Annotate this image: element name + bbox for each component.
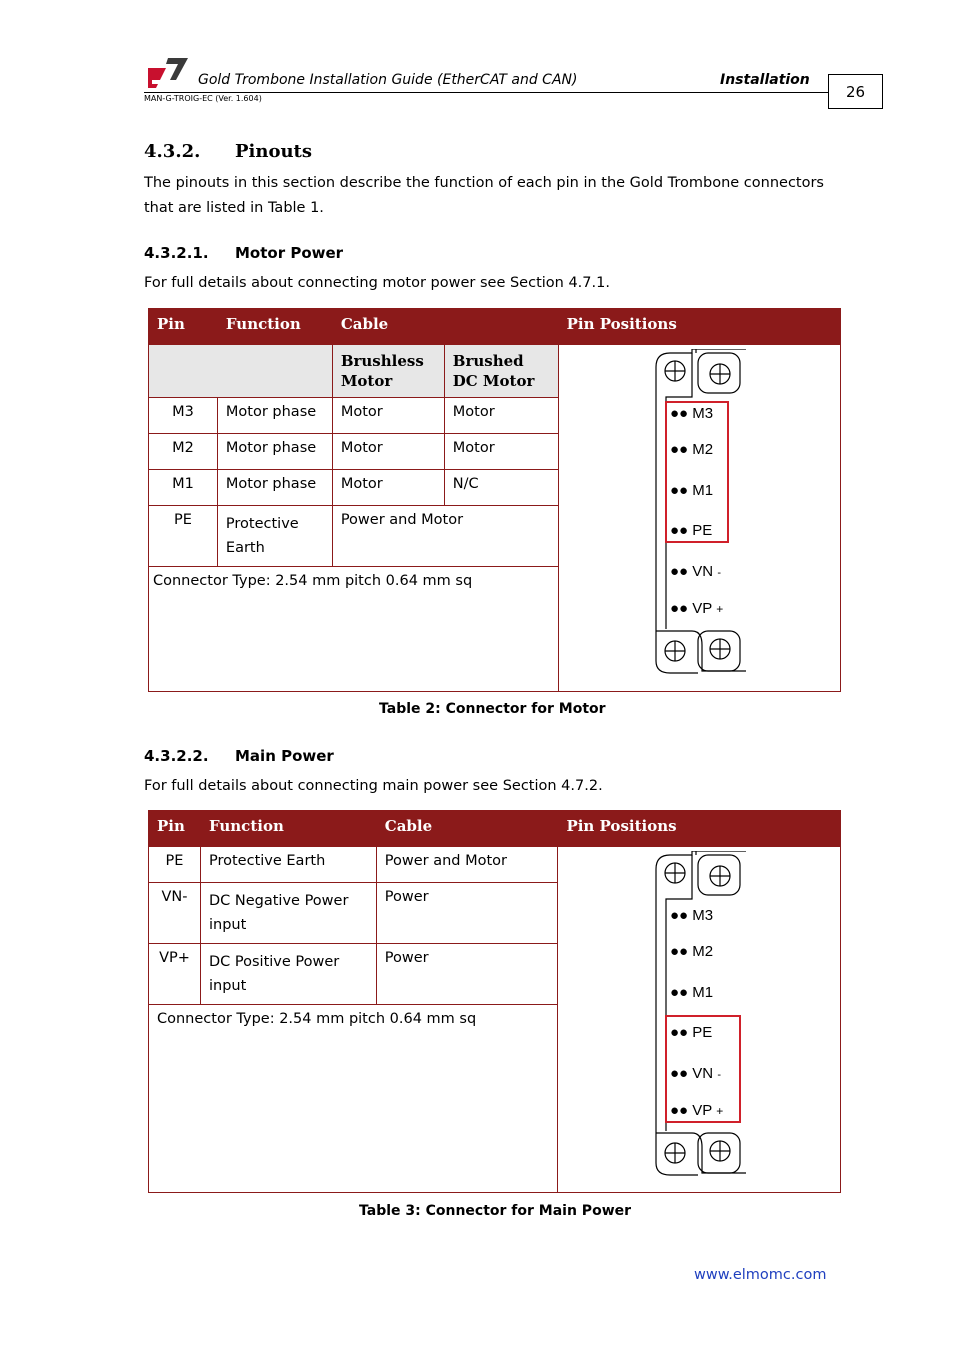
pin-sign: -: [717, 1069, 721, 1081]
footer-website-link[interactable]: www.elmomc.com: [694, 1267, 827, 1283]
motor-row-function: Protective Earth: [217, 506, 332, 567]
section-title: Pinouts: [235, 141, 313, 162]
motor-row-function: Motor phase: [217, 470, 332, 506]
main-row-function: DC Positive Power input: [200, 944, 376, 1005]
motor-header-function: Function: [217, 309, 332, 345]
header-rule: [144, 92, 828, 93]
motor-connector-type: Connector Type: 2.54 mm pitch 0.64 mm sq: [149, 567, 559, 692]
pin-label: PE: [692, 522, 713, 539]
main-header-pin-positions: Pin Positions: [558, 811, 841, 847]
pin-sign: +: [716, 1104, 724, 1118]
motor-connector-diagram: [652, 349, 752, 683]
pin-dot-icon: ●●: [670, 1065, 689, 1082]
main-intro: For full details about connecting main power see Section 4.7.2.: [144, 778, 603, 794]
pin-dot-icon: ●●: [670, 563, 689, 580]
pin-label: M1: [692, 482, 714, 499]
motor-section-title: Motor Power: [235, 244, 344, 262]
main-row-cable: Power and Motor: [376, 847, 558, 883]
pin-dot-icon: ●●: [670, 1024, 689, 1041]
pin-dot-icon: ●●: [670, 943, 689, 960]
pin-dot-icon: ●●: [670, 441, 689, 458]
pin-dot-icon: ●●: [670, 600, 689, 617]
main-row-pin: VP+: [149, 944, 201, 1005]
main-row-pin: PE: [149, 847, 201, 883]
motor-subheader-blank: [149, 345, 333, 398]
section-intro-line2: that are listed in Table 1.: [144, 200, 324, 216]
main-connector-svg: [652, 851, 752, 1181]
motor-row-function: Motor phase: [217, 434, 332, 470]
pin-label: VP: [692, 600, 713, 617]
page-number: 26: [828, 74, 883, 109]
company-logo: [148, 58, 190, 88]
main-row-function: DC Negative Power input: [200, 883, 376, 944]
motor-row-brushed: Motor: [444, 434, 558, 470]
pin-label: M2: [692, 441, 714, 458]
pin-label: VP: [692, 1102, 713, 1119]
main-row-function: Protective Earth: [200, 847, 376, 883]
section-intro-line1: The pinouts in this section describe the function of each pin in the Gold Trombone connectors: [144, 175, 824, 191]
pin-label: M1: [692, 984, 714, 1001]
motor-header-pin-positions: Pin Positions: [558, 309, 840, 345]
pin-sign: -: [717, 567, 721, 579]
motor-connector-svg: [652, 349, 752, 679]
motor-intro: For full details about connecting motor power see Section 4.7.1.: [144, 275, 610, 291]
motor-row-pin: M3: [149, 398, 218, 434]
header-section: Installation: [720, 72, 810, 88]
header-doc-id: MAN-G-TROIG-EC (Ver. 1.604): [144, 94, 262, 103]
motor-header-pin: Pin: [149, 309, 218, 345]
motor-subheader-brushless: Brushless Motor: [332, 345, 444, 398]
motor-section-number: 4.3.2.1.: [144, 244, 209, 262]
pin-sign: +: [716, 602, 724, 616]
main-header-cable: Cable: [376, 811, 558, 847]
motor-row-pin: M1: [149, 470, 218, 506]
motor-row-brushless: Motor: [332, 398, 444, 434]
motor-row-pin: PE: [149, 506, 218, 567]
main-header-pin: Pin: [149, 811, 201, 847]
pin-dot-icon: ●●: [670, 482, 689, 499]
pin-dot-icon: ●●: [670, 405, 689, 422]
main-section-title: Main Power: [235, 747, 334, 765]
pin-dot-icon: ●●: [670, 907, 689, 924]
main-row-cable: Power: [376, 883, 558, 944]
main-header-function: Function: [200, 811, 376, 847]
motor-row-brushed: N/C: [444, 470, 558, 506]
motor-subheader-brushed: Brushed DC Motor: [444, 345, 558, 398]
motor-row-cable: Power and Motor: [332, 506, 558, 567]
pin-dot-icon: ●●: [670, 984, 689, 1001]
motor-header-cable: Cable: [332, 309, 558, 345]
pin-label: VN: [692, 1065, 714, 1082]
motor-row-function: Motor phase: [217, 398, 332, 434]
motor-row-brushed: Motor: [444, 398, 558, 434]
motor-row-brushless: Motor: [332, 434, 444, 470]
pin-label: VN: [692, 563, 714, 580]
section-number: 4.3.2.: [144, 141, 201, 162]
pin-dot-icon: ●●: [670, 522, 689, 539]
pin-label: M3: [692, 405, 714, 422]
pin-label: M3: [692, 907, 714, 924]
header-title: Gold Trombone Installation Guide (EtherCAT and CAN): [198, 72, 578, 88]
main-row-cable: Power: [376, 944, 558, 1005]
pin-label: M2: [692, 943, 714, 960]
main-row-pin: VN-: [149, 883, 201, 944]
main-section-number: 4.3.2.2.: [144, 747, 209, 765]
motor-row-pin: M2: [149, 434, 218, 470]
motor-row-brushless: Motor: [332, 470, 444, 506]
main-connector-diagram: [652, 851, 752, 1185]
main-table-caption: Table 3: Connector for Main Power: [359, 1203, 632, 1219]
pin-label: PE: [692, 1024, 713, 1041]
pin-dot-icon: ●●: [670, 1102, 689, 1119]
main-connector-type: Connector Type: 2.54 mm pitch 0.64 mm sq: [149, 1005, 558, 1193]
motor-table-caption: Table 2: Connector for Motor: [379, 701, 606, 717]
